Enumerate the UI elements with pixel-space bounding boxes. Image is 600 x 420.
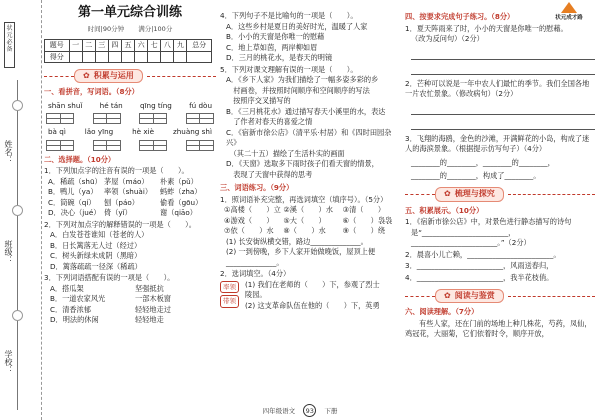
- pinyin: fú dòu: [189, 100, 212, 110]
- question: 5．下列对课文理解有误的一项是（ ）。: [220, 64, 358, 74]
- section-heading: 一、看拼音，写词语。（8分）: [44, 87, 139, 96]
- word-cell[interactable]: ⑨（ ）绕: [342, 226, 386, 235]
- question: 2．芒种可以说是一年中农人们最忙的季节。我们全国各地一片农忙景象。（修改病句）（2分）: [405, 78, 590, 98]
- question: 2．选词填空。（4分）: [220, 269, 291, 278]
- answer-box[interactable]: [139, 140, 167, 151]
- answer-box[interactable]: [93, 140, 121, 151]
- fill-sentence[interactable]: ________的________，构成了________。: [411, 171, 541, 180]
- option: 轻轻地走: [135, 315, 164, 324]
- score-cell: 六: [135, 40, 148, 52]
- answer-line[interactable]: [411, 48, 595, 60]
- word-cell[interactable]: ⑦依（ ）水: [224, 226, 274, 235]
- pinyin: zhuàng shì: [172, 127, 212, 136]
- option[interactable]: A．白发苍苍谁知（苍老的人）: [50, 230, 149, 239]
- score-cell: 八: [161, 40, 174, 52]
- right-column: [405, 0, 595, 340]
- option[interactable]: D．明法的休闲: [50, 315, 99, 324]
- option[interactable]: B．一道农家风光: [50, 294, 106, 303]
- pinyin: bà qì: [48, 127, 66, 136]
- banner-label: 梳理与探究: [454, 189, 495, 199]
- section-heading: 五、积累展示。（10分）: [405, 205, 484, 215]
- option-cont: 了作者对春天的喜爱之情: [226, 117, 313, 126]
- reading-passage: 有些人家，还在门前的场地上种几株花，芍药，凤仙，鸡冠花，大丽菊，它们依着时令，顺序开放，: [405, 318, 592, 338]
- section-banner: [44, 69, 216, 83]
- option: 一部木板窗: [135, 294, 171, 303]
- option[interactable]: D．三月的桃花水，是春天的明镜: [226, 53, 333, 62]
- score-input[interactable]: [187, 51, 212, 63]
- option: 谢（qiāo）: [160, 208, 197, 217]
- option[interactable]: A．这些乡村是夏日的美好时光，温暖了人家: [226, 21, 368, 31]
- footer-term: 下册: [324, 407, 338, 415]
- option-cont: 村画卷，并按照时间顺序和空间顺序的写法: [226, 85, 370, 95]
- footer-grade: 四年级语文: [262, 407, 296, 415]
- lotus-icon: ✿: [444, 290, 451, 300]
- option[interactable]: A．稀疏（shū）: [48, 176, 102, 186]
- binding-line: [17, 80, 18, 410]
- score-cell: 得分: [45, 51, 70, 63]
- word-tag: 带领: [220, 295, 239, 308]
- question: 1．下列加点字的注音有误的一项是（ ）。: [44, 166, 189, 175]
- option: 刨（páo）: [104, 197, 139, 207]
- section-heading: 四、按要求完成句子练习。（8分）: [405, 12, 515, 21]
- answer-line[interactable]: [411, 103, 595, 115]
- name-label: 姓名：: [4, 140, 13, 164]
- lotus-icon: ✿: [444, 189, 451, 199]
- option[interactable]: B．小小的天窗是你唯一的慰藉: [226, 32, 325, 41]
- fill-sentence[interactable]: 是“________________________，________________________。”（2分）: [411, 227, 531, 247]
- question: 4．下列句子不是比喻句的一项是（ ）。: [220, 11, 358, 20]
- options: [44, 284, 216, 326]
- answer-box-row: [44, 140, 216, 151]
- score-cell: 五: [121, 40, 134, 52]
- question-cont: （改为反问句）（2分）: [411, 34, 484, 43]
- option[interactable]: C．清香浓郁: [50, 304, 91, 314]
- logo-icon: [561, 2, 577, 13]
- question: 1．夏天阵雨来了时，小小的天窗是你唯一的慰藉。: [405, 23, 568, 33]
- fill-sentence[interactable]: (2) 一到傍晚，乡下人家开始做晚饭，屋顶上便______________。: [226, 247, 376, 267]
- score-value-row: [45, 51, 212, 63]
- pinyin: qīng tíng: [139, 100, 172, 110]
- fill-sentence-cont: 陵园。: [245, 290, 267, 299]
- middle-column: [220, 0, 402, 311]
- answer-box-row: [44, 113, 216, 124]
- word-cell[interactable]: ①高楼（ ）立: [224, 205, 281, 214]
- word-cell[interactable]: ⑥（ ）袅袅: [342, 215, 393, 225]
- option[interactable]: C．地上草如茵，两岸柳如眉: [226, 42, 318, 52]
- answer-line[interactable]: [411, 63, 595, 75]
- option[interactable]: B．《三月桃花水》通过描写春天小溪里的水，表达: [226, 106, 386, 116]
- question: 1．照词语补充完整，再选词填空（填序号）。（5分）: [220, 194, 388, 204]
- option: 茅屋（máo）: [104, 176, 149, 186]
- option[interactable]: D．《天窗》选取多下雨时孩子们看天窗的情景，: [226, 159, 379, 168]
- options: [44, 177, 216, 219]
- section-banner: [405, 289, 595, 303]
- score-cell: 一: [69, 40, 82, 52]
- score-header-row: [45, 40, 212, 52]
- pinyin-row: [44, 127, 216, 138]
- pinyin: lǎo yīng: [84, 127, 114, 136]
- word-tag: 率领: [220, 281, 239, 294]
- page-title: 第一单元综合训练: [77, 5, 182, 20]
- score-input[interactable]: [135, 51, 148, 63]
- score-cell: 九: [174, 40, 187, 52]
- section-heading: 六、阅读理解。（7分）: [405, 307, 479, 316]
- binding-hole: [12, 100, 23, 111]
- left-column: [44, 0, 216, 326]
- answer-box[interactable]: [46, 113, 74, 124]
- section-heading: 三、词语练习。（9分）: [220, 183, 294, 192]
- option[interactable]: C．《宿新市徐公店》（清平乐·村居）和《四时田园杂兴》: [226, 127, 392, 147]
- fill-sentence[interactable]: 2．晨喜小儿亡赖，________________________。: [405, 249, 561, 259]
- option[interactable]: D．篱落疏疏一径深（稀疏）: [50, 261, 142, 271]
- choose-word-block: [220, 280, 402, 312]
- option: 蚂蚱（zha）: [160, 187, 202, 196]
- binding-tag: 状元必备: [4, 22, 15, 68]
- answer-box[interactable]: [93, 113, 121, 124]
- option[interactable]: B．鸭儿（ya）: [48, 187, 98, 196]
- option-cont: 按照序交叉描写的: [226, 96, 291, 105]
- score-cell: 二: [82, 40, 95, 52]
- score-cell: 七: [148, 40, 161, 52]
- school-label: 学校：: [4, 350, 13, 374]
- exam-meta: [44, 24, 216, 35]
- pinyin: shān shuǐ: [48, 100, 83, 110]
- banner-label: 阅读与鉴赏: [454, 290, 495, 300]
- page-number: 93: [303, 404, 316, 417]
- score-input[interactable]: [161, 51, 174, 63]
- word-cell[interactable]: ④游戏（ ）: [224, 215, 274, 225]
- option[interactable]: D．决心（jué）: [48, 208, 101, 217]
- option[interactable]: A．《乡下人家》为我们描绘了一幅多姿多彩的乡: [226, 75, 379, 84]
- answer-box[interactable]: [139, 113, 167, 124]
- answer-box[interactable]: [46, 140, 74, 151]
- fill-sentence[interactable]: 3．________________________，风雨送春归，: [405, 261, 554, 270]
- fill-sentence[interactable]: (1) 我们在老师的（ ）下，参观了烈士: [245, 279, 380, 289]
- option: 倚（yǐ）: [104, 208, 132, 217]
- score-input[interactable]: [95, 51, 108, 63]
- fill-sentence[interactable]: 4．________________________，我半花枝俏。: [405, 272, 554, 282]
- section-banner: [405, 188, 595, 202]
- section-heading: 二、选择题。（10分）: [44, 154, 116, 164]
- binding-strip: [0, 0, 42, 420]
- question: 1．《宿新市徐公店》中，对景色进行静态描写的诗句: [405, 217, 572, 226]
- time-limit: 时间|90分钟: [87, 24, 125, 33]
- question: 2．下列对加点字的解释错误的一项是（ ）。: [44, 219, 196, 229]
- lotus-icon: ✿: [83, 70, 90, 80]
- fill-sentence[interactable]: (2) 这支革命队伍在他的（ ）下，英勇: [245, 300, 380, 310]
- binding-hole: [12, 205, 23, 216]
- score-cell: 四: [108, 40, 121, 52]
- pinyin-row: [44, 101, 216, 112]
- page-footer: [0, 404, 600, 417]
- score-cell: 三: [95, 40, 108, 52]
- score-input[interactable]: [148, 51, 161, 63]
- option-cont: 表现了天窗中获得的思考: [226, 169, 313, 179]
- brand-logo: 状元成才路: [547, 2, 591, 28]
- option[interactable]: C．树头新绿未成阴（黑暗）: [50, 251, 142, 260]
- score-table: [44, 39, 212, 63]
- option: 坚强抵抗: [135, 283, 164, 293]
- word-cell[interactable]: ⑧（ ）水: [283, 226, 326, 235]
- option[interactable]: C．筒碗（qí）: [48, 197, 96, 207]
- score-input[interactable]: [82, 51, 95, 63]
- option[interactable]: B．日长篱落无人过（经过）: [50, 240, 142, 250]
- question: 3．下列词语搭配有误的一项是（ ）。: [44, 273, 175, 282]
- score-input[interactable]: [69, 51, 82, 63]
- option-cont: （其二十五）描绘了生活朴实的画面: [226, 148, 345, 158]
- pinyin: hè xiè: [132, 127, 155, 136]
- binding-hole: [12, 310, 23, 321]
- fill-sentence[interactable]: (1) 长安街纵横交错，路边______________。: [226, 236, 368, 246]
- score-cell: 题号: [45, 40, 70, 52]
- option: 轻轻地走过: [135, 304, 171, 314]
- banner-label: 积累与运用: [93, 70, 134, 80]
- pinyin: hé tán: [99, 100, 123, 110]
- option: 朴素（pǔ）: [160, 176, 198, 186]
- score-cell: 总分: [187, 40, 212, 52]
- score-input[interactable]: [174, 51, 187, 63]
- score-input[interactable]: [108, 51, 121, 63]
- option: 率领（shuài）: [104, 187, 153, 196]
- answer-line[interactable]: [411, 118, 595, 130]
- class-label: 班级：: [4, 240, 13, 264]
- word-cell[interactable]: ③清（ ）: [342, 205, 386, 214]
- option[interactable]: A．搭瓜架: [50, 283, 84, 293]
- word-grid: [220, 205, 402, 237]
- fill-sentence[interactable]: ________的________，________的________，: [411, 157, 555, 167]
- option: 偷看（gōu）: [160, 197, 203, 207]
- score-input[interactable]: [121, 51, 134, 63]
- answer-box[interactable]: [186, 140, 214, 151]
- full-score: 满分|100分: [138, 24, 173, 33]
- answer-box[interactable]: [186, 113, 214, 124]
- question: 3．飞翔的海鸥，金色的沙滩，开满鲜花的小岛，构成了迷人的海滨景象。（根据提示仿写句子）（4分）: [405, 133, 590, 153]
- word-cell[interactable]: ⑤大（ ）: [283, 215, 326, 225]
- word-cell[interactable]: ②溪（ ）水: [283, 205, 333, 214]
